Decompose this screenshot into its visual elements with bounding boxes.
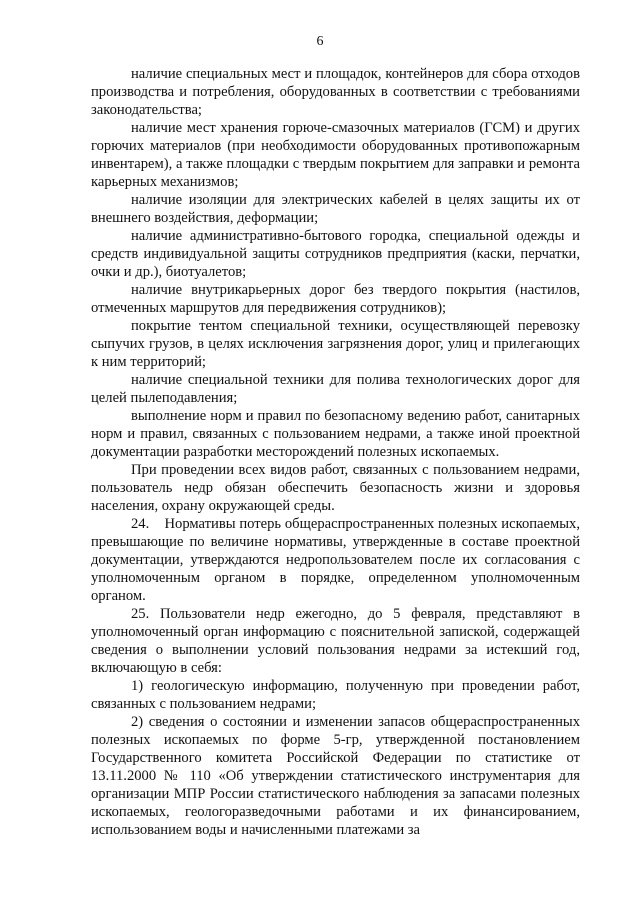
paragraph-admin-town: наличие административно-бытового городка, специальной одежды и средств индивидуальной защиты сотрудников предприятия (каски, перчатки, очки и др.), биотуалетов; bbox=[91, 228, 580, 280]
paragraph-subitem-2: 2) сведения о состоянии и изменении запасов общераспространенных полезных ископаемых по форме 5-гр, утвержденной постановлением Государственного комитета Российской Федерации по статистике от 13.11.2000 № 110 «Об утверждении статистического инструментария для организации МПР России статистического наблюдения за запасами полезных ископаемых, геологоразведочными работами и их финансированием, использованием воды и начисленными платежами за bbox=[91, 714, 580, 838]
page-number: 6 bbox=[316, 34, 324, 49]
document-body bbox=[91, 65, 580, 839]
paragraph-fuel-storage: наличие мест хранения горюче-смазочных материалов (ГСМ) и других горючих материалов (при необходимости оборудованных противопожарным инвентарем), а также площадки с твердым покрытием для заправки и ремонта карьерных механизмов; bbox=[91, 120, 580, 190]
paragraph-cable-insulation: наличие изоляции для электрических кабелей в целях защиты их от внешнего воздействия, деформации; bbox=[91, 192, 580, 226]
paragraph-population-safety: При проведении всех видов работ, связанных с пользованием недрами, пользователь недр обязан обеспечить безопасность жизни и здоровья населения, охрану окружающей среды. bbox=[91, 462, 580, 514]
paragraph-item-24: 24. Нормативы потерь общераспространенных полезных ископаемых, превышающие по величине нормативы, утвержденные в составе проектной документации, утверждаются недропользователем после их согласования с уполномоченным органом в порядке, определенном уполномоченным органом. bbox=[91, 516, 580, 604]
paragraph-internal-roads: наличие внутрикарьерных дорог без твердого покрытия (настилов, отмеченных маршрутов для передвижения сотрудников); bbox=[91, 282, 580, 316]
paragraph-safety-rules: выполнение норм и правил по безопасному ведению работ, санитарных норм и правил, связанных с пользованием недрами, а также иной проектной документации разработки месторождений полезных ископаемых. bbox=[91, 408, 580, 460]
paragraph-item-25: 25. Пользователи недр ежегодно, до 5 февраля, представляют в уполномоченный орган информацию с пояснительной запиской, содержащей сведения о выполнении условий пользования недрами за истекший год, включающую в себя: bbox=[91, 606, 580, 676]
paragraph-dust-suppression: наличие специальной техники для полива технологических дорог для целей пылеподавления; bbox=[91, 372, 580, 406]
paragraph-waste-sites: наличие специальных мест и площадок, контейнеров для сбора отходов производства и потребления, оборудованных в соответствии с требованиями законодательства; bbox=[91, 66, 580, 118]
paragraph-tarp-cover: покрытие тентом специальной техники, осуществляющей перевозку сыпучих грузов, в целях исключения загрязнения дорог, улиц и прилегающих к ним территорий; bbox=[91, 318, 580, 370]
paragraph-subitem-1: 1) геологическую информацию, полученную при проведении работ, связанных с пользованием недрами; bbox=[91, 678, 580, 712]
